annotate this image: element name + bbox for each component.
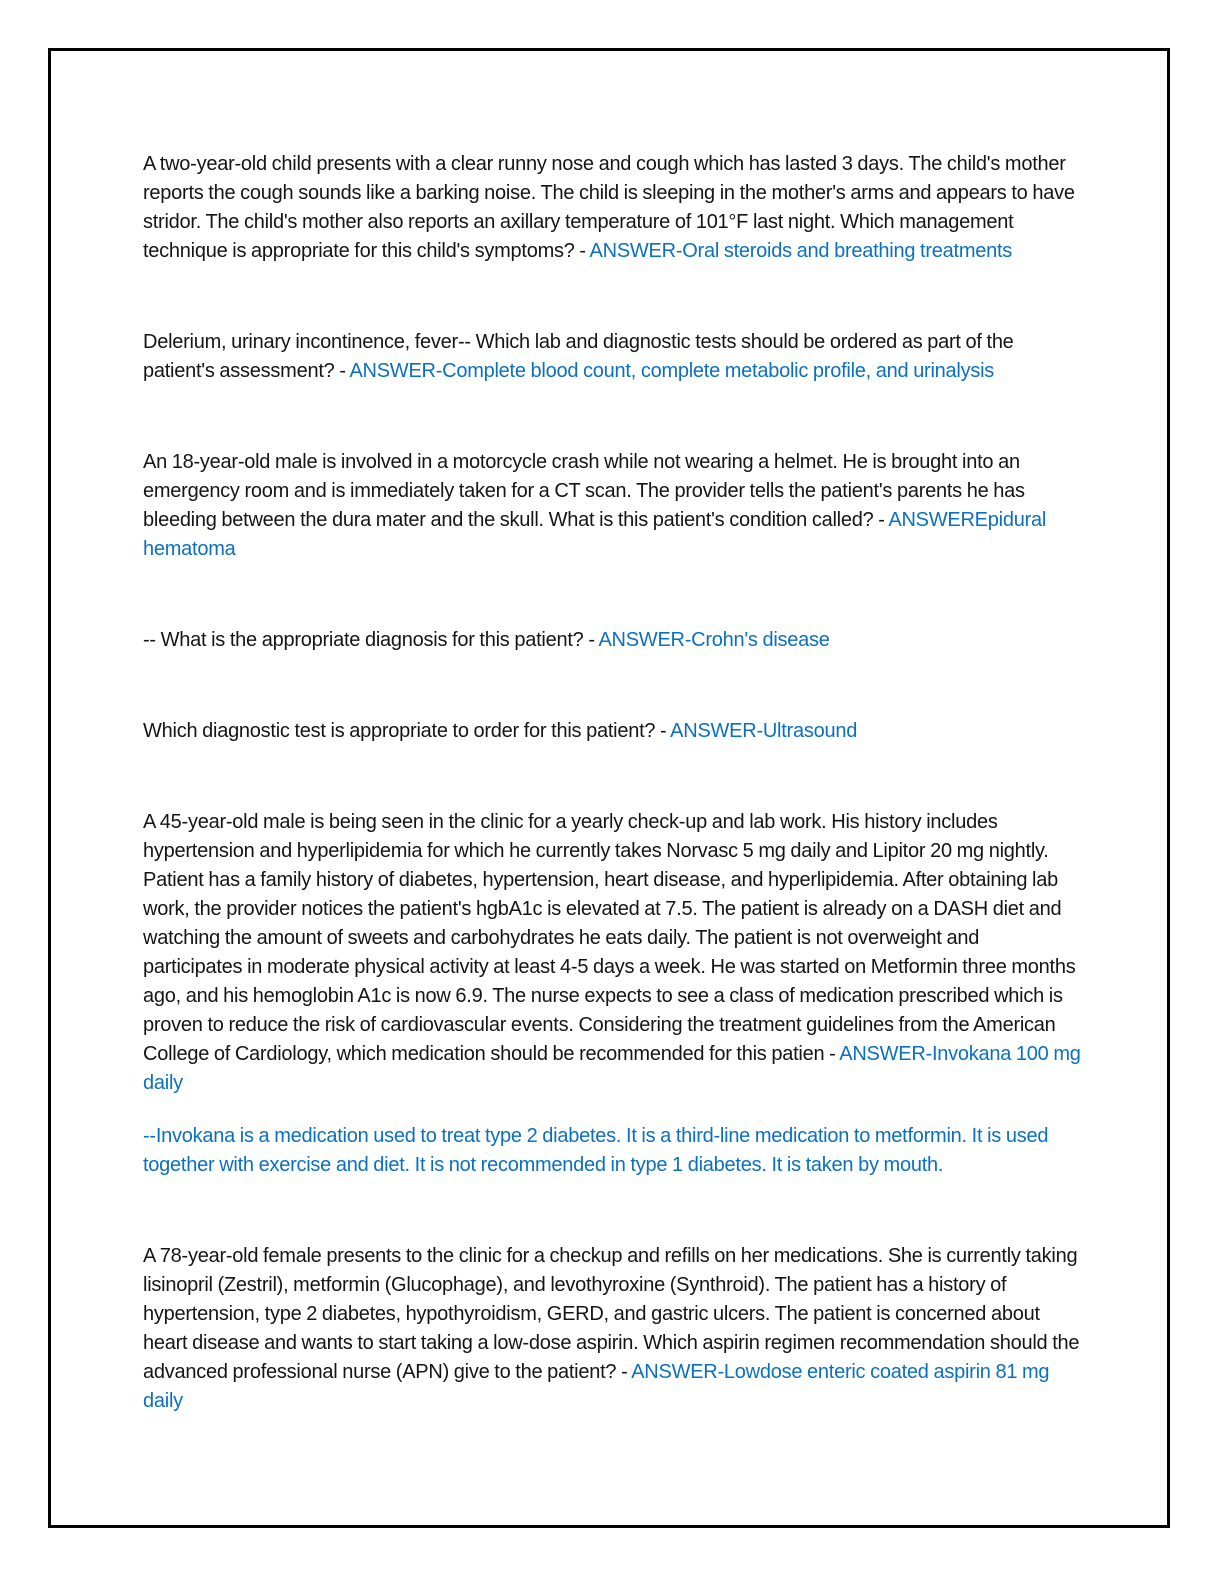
answer-text: ANSWER-Crohn's disease — [598, 629, 830, 651]
answer-text: --Invokana is a medication used to treat type 2 diabetes. It is a third-line medication to metformin. It is used together with exercise and diet. It is not recommended in type 1 diabetes. It is taken by mouth. — [143, 1125, 1049, 1176]
answer-text: ANSWER-Lowdose enteric coated aspirin 81 mg daily — [143, 1361, 1050, 1412]
answer-text: ANSWER-Ultrasound — [670, 720, 858, 742]
question-text: Delerium, urinary incontinence, fever-- Which lab and diagnostic tests should be ordered as part of the patient's assessment? - — [143, 331, 1014, 382]
qa-paragraph-crohns — [143, 626, 1083, 655]
answer-text: ANSWER-Complete blood count, complete metabolic profile, and urinalysis — [349, 360, 995, 382]
qa-paragraph-epidural-hematoma — [143, 448, 1083, 564]
qa-paragraph-delirium — [143, 328, 1083, 386]
qa-paragraph-diabetes-medication — [143, 808, 1083, 1098]
question-text: -- What is the appropriate diagnosis for this patient? - — [143, 629, 599, 651]
qa-paragraph-aspirin — [143, 1242, 1083, 1416]
qa-paragraph-ultrasound — [143, 717, 1083, 746]
answer-text: ANSWEREpidural hematoma — [143, 509, 1047, 560]
answer-text: ANSWER-Oral steroids and breathing treatments — [589, 240, 1013, 262]
question-text: A two-year-old child presents with a clear runny nose and cough which has lasted 3 days. The child's mother reports the cough sounds like a barking noise. The child is sleeping in the mother's arms and appears to have stridor. The child's mother also reports an axillary temperature of 101°F last night. Which management technique is appropriate for this child's symptoms? - — [143, 153, 1075, 262]
question-text: A 45-year-old male is being seen in the clinic for a yearly check-up and lab work. His history includes hypertension and hyperlipidemia for which he currently takes Norvasc 5 mg daily and Lipitor 20 mg nightly. Patient has a family history of diabetes, hypertension, heart disease, and hyperlipidemia. After obtaining lab work, the provider notices the patient's hgbA1c is elevated at 7.5. The patient is already on a DASH diet and watching the amount of sweets and carbohydrates he eats daily. The patient is not overweight and participates in moderate physical activity at least 4-5 days a week. He was started on Metformin three months ago, and his hemoglobin A1c is now 6.9. The nurse expects to see a class of medication prescribed which is proven to reduce the risk of cardiovascular events. Considering the treatment guidelines from the American College of Cardiology, which medication should be recommended for this patien - — [143, 811, 1076, 1065]
question-text: An 18-year-old male is involved in a motorcycle crash while not wearing a helmet. He is brought into an emergency room and is immediately taken for a CT scan. The provider tells the patient's parents he has bleeding between the dura mater and the skull. What is this patient's condition called? - — [143, 451, 1025, 531]
answer-text: ANSWER-Invokana 100 mg daily — [143, 1043, 1081, 1094]
document-text-block — [143, 150, 1083, 1478]
question-text: A 78-year-old female presents to the clinic for a checkup and refills on her medications. She is currently taking lisinopril (Zestril), metformin (Glucophage), and levothyroxine (Synthroid). The patient has a history of hypertension, type 2 diabetes, hypothyroidism, GERD, and gastric ulcers. The patient is concerned about heart disease and wants to start taking a low-dose aspirin. Which aspirin regimen recommendation should the advanced professional nurse (APN) give to the patient? - — [143, 1245, 1080, 1383]
qa-paragraph-croup — [143, 150, 1083, 266]
question-text: Which diagnostic test is appropriate to order for this patient? - — [143, 720, 671, 742]
answer-note-invokana — [143, 1122, 1083, 1180]
